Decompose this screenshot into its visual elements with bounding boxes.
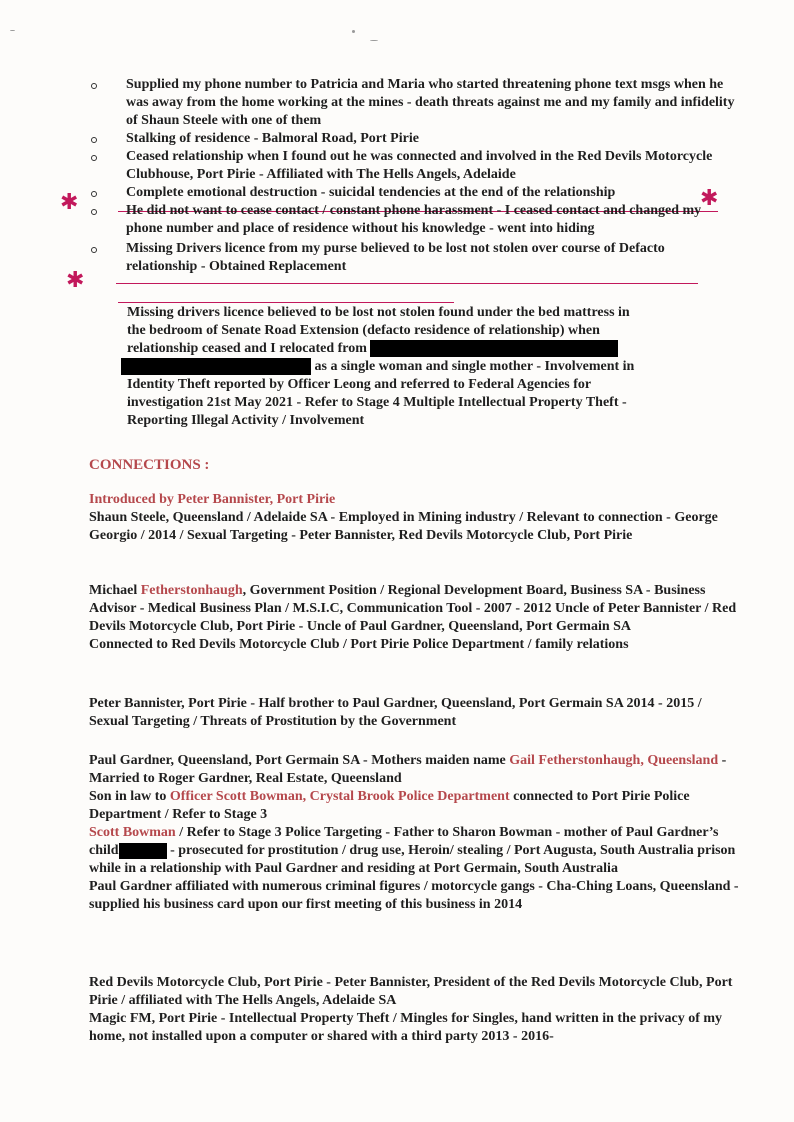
redaction-bar [121,358,311,375]
text-line [89,752,739,788]
text-line [89,788,739,824]
text-line [89,582,739,636]
shaun-paragraph: Shaun Steele, Queensland / Adelaide SA - Employed in Mining industry / Relevant to connection - George Georgio / 2014 / Sexual Targeting - Peter Bannister, Red Devils Motorcycle Club, Port Pirie [89,510,718,543]
pen-asterisk-mark: ✱ [700,186,719,211]
pen-underline [116,283,698,284]
licence-paragraph [127,304,747,430]
text-line: Magic FM, Port Pirie - Intellectual Property Theft / Mingles for Singles, hand written in the privacy of my home, not installed upon a computer or shared with a third party 2013 - 2016- [89,1011,723,1044]
list-item: Missing Drivers licence from my purse believed to be lost not stolen over course of Defacto relationship - Obtained Replacement [88,240,738,276]
text-line: Identity Theft reported by Officer Leong and referred to Federal Agencies for [127,377,592,392]
connections-heading: CONNECTIONS : [89,457,210,473]
list-item: Supplied my phone number to Patricia and Maria who started threatening phone text msgs when he was away from the home working at the mines - death threats against me and my family and infidelity of Shaun Steele with one of them [88,76,738,130]
pen-asterisk-mark: ✱ [66,268,85,293]
list-item: Ceased relationship when I found out he was connected and involved in the Red Devils Motorcycle Clubhouse, Port Pirie - Affiliated with The Hells Angels, Adelaide [88,148,738,184]
peter-paragraph: Peter Bannister, Port Pirie - Half brother to Paul Gardner, Queensland, Port Germain SA 2014 - 2015 / Sexual Targeting / Threats of Prostitution by the Government [89,696,702,729]
highlight-name: Fetherstonhaugh [140,583,243,598]
text-part: - prosecuted for prostitution / drug use, Heroin/ stealing / Port Augusta, South Australia prison while in a relationship with Paul Gardner and residing at Port Germain, South Australia [89,843,736,876]
highlight-name: Scott Bowman [89,825,176,840]
text-line: Connected to Red Devils Motorcycle Club / Port Pirie Police Department / family relations [89,637,629,652]
text-part: Paul Gardner, Queensland, Port Germain SA - Mothers maiden name [89,753,510,768]
text-line: investigation 21st May 2021 - Refer to Stage 4 Multiple Intellectual Property Theft - [127,395,627,410]
text-line-part: relationship ceased and I relocated from [127,341,367,356]
list-item: He did not want to cease contact / constant phone harassment - I ceased contact and changed my phone number and place of residence without his knowledge - went into hiding [88,202,738,238]
text-line: Reporting Illegal Activity / Involvement [127,413,365,428]
text-part: Son in law to [89,789,170,804]
text-line-part: as a single woman and single mother - Involvement in [314,359,635,374]
text-line [127,340,747,358]
redaction-bar [119,843,167,859]
pen-asterisk-mark: ✱ [60,190,79,215]
text-line: Red Devils Motorcycle Club, Port Pirie - Peter Bannister, President of the Red Devils Motorcycle Club, Port Pirie / affiliated with The Hells Angels, Adelaide SA [89,975,733,1008]
text-line [121,358,747,376]
bullet-list [88,76,738,276]
scan-speck [370,40,378,41]
text-part: Michael [89,583,141,598]
text-part: connected to Port Pirie Police Department / Refer to Stage 3 [89,789,690,822]
text-part: / Refer to Stage 3 Police Targeting - Father to Sharon Bowman - mother of Paul Gardner’s child [89,825,719,858]
club-paragraph [89,974,739,1046]
list-item: Complete emotional destruction - suicidal tendencies at the end of the relationship [88,184,738,202]
intro-line: Introduced by Peter Bannister, Port Pirie [89,492,336,507]
highlight-name: Gail Fetherstonhaugh, Queensland [509,753,719,768]
list-item: Stalking of residence - Balmoral Road, Port Pirie [88,130,738,148]
scan-speck [10,30,15,31]
scan-speck [352,30,355,33]
paul-paragraph [89,752,739,914]
text-part: - Married to Roger Gardner, Real Estate, Queensland [89,753,727,786]
highlight-name: Officer Scott Bowman, Crystal Brook Police Department [169,789,510,804]
redaction-bar [370,340,618,357]
text-line: the bedroom of Senate Road Extension (defacto residence of relationship) when [127,323,600,338]
text-line: Missing drivers licence believed to be lost not stolen found under the bed mattress in [127,305,630,320]
michael-paragraph [89,582,739,654]
text-line [89,824,739,878]
pen-underline [118,302,454,303]
text-part: , Government Position / Regional Development Board, Business SA - Business Advisor - Medical Business Plan / M.S.I.C, Communication Tool - 2007 - 2012 Uncle of Peter Bannister / Red Devils Motorcycle Club, Port Pirie - Uncle of Paul Gardner, Queensland, Port Germain SA [89,583,737,634]
text-line: Paul Gardner affiliated with numerous criminal figures / motorcycle gangs - Cha-Ching Loans, Queensland - supplied his business card upon our first meeting of this business in 2014 [89,879,739,912]
